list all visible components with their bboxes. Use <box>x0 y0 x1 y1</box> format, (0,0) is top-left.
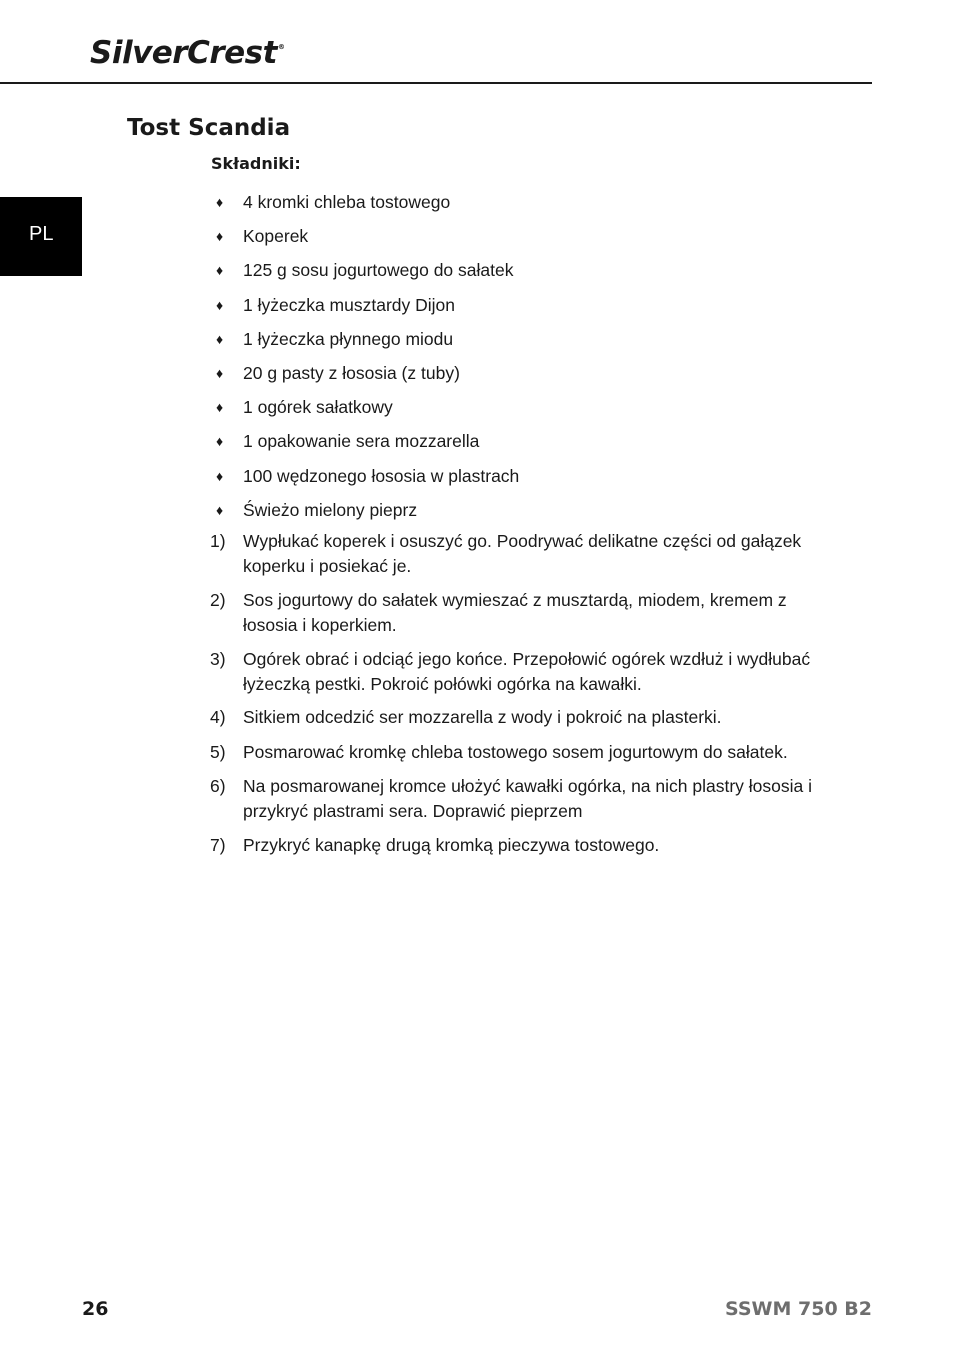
diamond-bullet-icon: ♦ <box>216 433 224 449</box>
step-text: Na posmarowanej kromce ułożyć kawałki ogórka, na nich plastry łososia i przykryć plastrami sera. Doprawić pieprzem <box>243 776 812 821</box>
registered-mark: ® <box>277 43 285 51</box>
recipe-title: Tost Scandia <box>127 115 291 141</box>
diamond-bullet-icon: ♦ <box>216 365 224 381</box>
instruction-step <box>210 740 840 765</box>
step-number: 5) <box>210 742 226 762</box>
instruction-step <box>210 833 840 858</box>
ingredient-text: 125 g sosu jogurtowego do sałatek <box>243 260 514 280</box>
ingredient-item <box>216 464 519 488</box>
step-text: Posmarować kromkę chleba tostowego sosem jogurtowym do sałatek. <box>243 742 788 762</box>
diamond-bullet-icon: ♦ <box>216 262 224 278</box>
brand-logo-first: Silver <box>90 35 188 71</box>
diamond-bullet-icon: ♦ <box>216 468 224 484</box>
instruction-step <box>210 705 840 730</box>
ingredient-item <box>216 224 308 248</box>
instruction-step <box>210 588 840 637</box>
ingredients-heading: Składniki: <box>211 154 301 173</box>
step-number: 7) <box>210 835 226 855</box>
step-number: 4) <box>210 707 226 727</box>
ingredient-item <box>216 361 460 385</box>
diamond-bullet-icon: ♦ <box>216 228 224 244</box>
ingredient-text: 1 ogórek sałatkowy <box>243 397 393 417</box>
language-tab-label: PL <box>29 223 54 245</box>
instruction-step <box>210 529 840 578</box>
ingredient-text: Koperek <box>243 226 309 246</box>
diamond-bullet-icon: ♦ <box>216 502 224 518</box>
ingredient-text: 4 kromki chleba tostowego <box>243 192 451 212</box>
ingredient-item <box>216 327 453 351</box>
ingredient-text: 1 opakowanie sera mozzarella <box>243 431 480 451</box>
ingredient-text: 20 g pasty z łososia (z tuby) <box>243 363 460 383</box>
brand-logo <box>90 35 285 71</box>
language-tab <box>0 197 82 276</box>
diamond-bullet-icon: ♦ <box>216 399 224 415</box>
ingredient-item <box>216 190 450 214</box>
ingredient-text: Świeżo mielony pieprz <box>243 500 418 520</box>
header-divider <box>0 82 872 84</box>
ingredient-text: 1 łyżeczka płynnego miodu <box>243 329 454 349</box>
diamond-bullet-icon: ♦ <box>216 331 224 347</box>
step-text: Sitkiem odcedzić ser mozzarella z wody i pokroić na plasterki. <box>243 707 722 727</box>
page-number: 26 <box>82 1298 109 1320</box>
ingredient-item <box>216 293 455 317</box>
diamond-bullet-icon: ♦ <box>216 297 224 313</box>
ingredient-text: 1 łyżeczka musztardy Dijon <box>243 295 456 315</box>
ingredient-item <box>216 498 417 522</box>
step-text: Wypłukać koperek i osuszyć go. Poodrywać delikatne części od gałązek koperku i posiekać je. <box>243 531 802 576</box>
step-text: Przykryć kanapkę drugą kromką pieczywa tostowego. <box>243 835 660 855</box>
brand-logo-second: Crest <box>187 35 277 71</box>
ingredient-item <box>216 395 393 419</box>
step-text: Sos jogurtowy do sałatek wymieszać z musztardą, miodem, kremem z łososia i koperkiem. <box>243 590 787 635</box>
instruction-step <box>210 647 840 696</box>
step-number: 1) <box>210 531 226 551</box>
model-number: SSWM 750 B2 <box>725 1298 872 1320</box>
ingredient-item <box>216 429 479 453</box>
step-number: 6) <box>210 776 226 796</box>
instruction-step <box>210 774 840 823</box>
step-number: 3) <box>210 649 226 669</box>
ingredient-text: 100 wędzonego łososia w plastrach <box>243 466 520 486</box>
diamond-bullet-icon: ♦ <box>216 194 224 210</box>
step-number: 2) <box>210 590 226 610</box>
ingredient-item <box>216 258 513 282</box>
step-text: Ogórek obrać i odciąć jego końce. Przepołowić ogórek wzdłuż i wydłubać łyżeczką pestki. Pokroić połówki ogórka na kawałki. <box>243 649 811 694</box>
